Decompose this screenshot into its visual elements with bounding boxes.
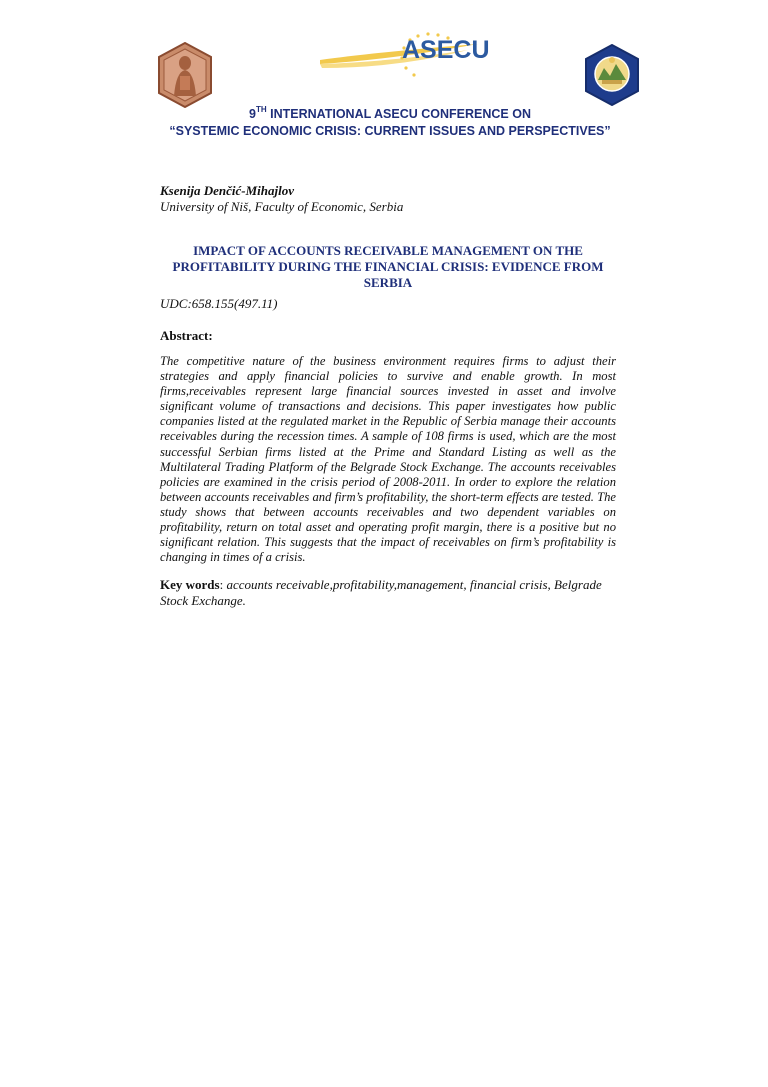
abstract-text: The competitive nature of the business environment requires firms to adjust their strategies and apply financial policies to survive and enable growth. In most firms,receivables represent large financial sources invested in asset and involve significant volume of transactions and decisions. This paper investigates how public companies listed at the regulated market in the Republic of Serbia manage their accounts receivables during the recession times. A sample of 108 firms is used, which are the most successful Serbian firms listed at the Prime and Standard Listing as well as the Multilateral Trading Platform of the Belgrade Stock Exchange. The accounts receivables policies are examined in the crisis period of 2008-2011. In order to explore the relation between accounts receivables and firm’s profitability, the short-term effects are tested. The study shows that between accounts receivables and two dependent variables on profitability, return on total asset and operating profit margin, there is a positive but no significant relation. This suggests that the impact of receivables on firm’s profitability is changing in times of a crisis. [160, 354, 616, 565]
udc-code: UDC:658.155(497.11) [160, 296, 278, 311]
keywords [160, 577, 616, 609]
keywords-label: Key words [160, 577, 220, 592]
abstract-heading: Abstract: [160, 328, 213, 343]
conference-number: 9 [249, 107, 256, 122]
conference-superscript: TH [255, 105, 267, 114]
conference-title [140, 106, 640, 121]
keywords-separator: : [219, 577, 227, 592]
paper-title: IMPACT OF ACCOUNTS RECEIVABLE MANAGEMENT ON THE PROFITABILITY DURING THE FINANCIAL CRISIS: EVIDENCE FROM SERBIA [172, 243, 604, 290]
faculty-badge-logo [584, 44, 640, 106]
conference-subtitle: “SYSTEMIC ECONOMIC CRISIS: CURRENT ISSUES AND PERSPECTIVES” [169, 124, 611, 138]
conference-line-rest: INTERNATIONAL ASECU CONFERENCE ON [266, 107, 531, 122]
asecu-logo-text: ASECU [402, 36, 490, 64]
university-seal-logo [156, 42, 214, 108]
author-name: Ksenija Denčić-Mihajlov [160, 183, 294, 198]
keywords-text: accounts receivable,profitability,management, financial crisis, Belgrade Stock Exchange. [160, 577, 602, 608]
author-affiliation: University of Niš, Faculty of Economic, Serbia [160, 199, 404, 214]
